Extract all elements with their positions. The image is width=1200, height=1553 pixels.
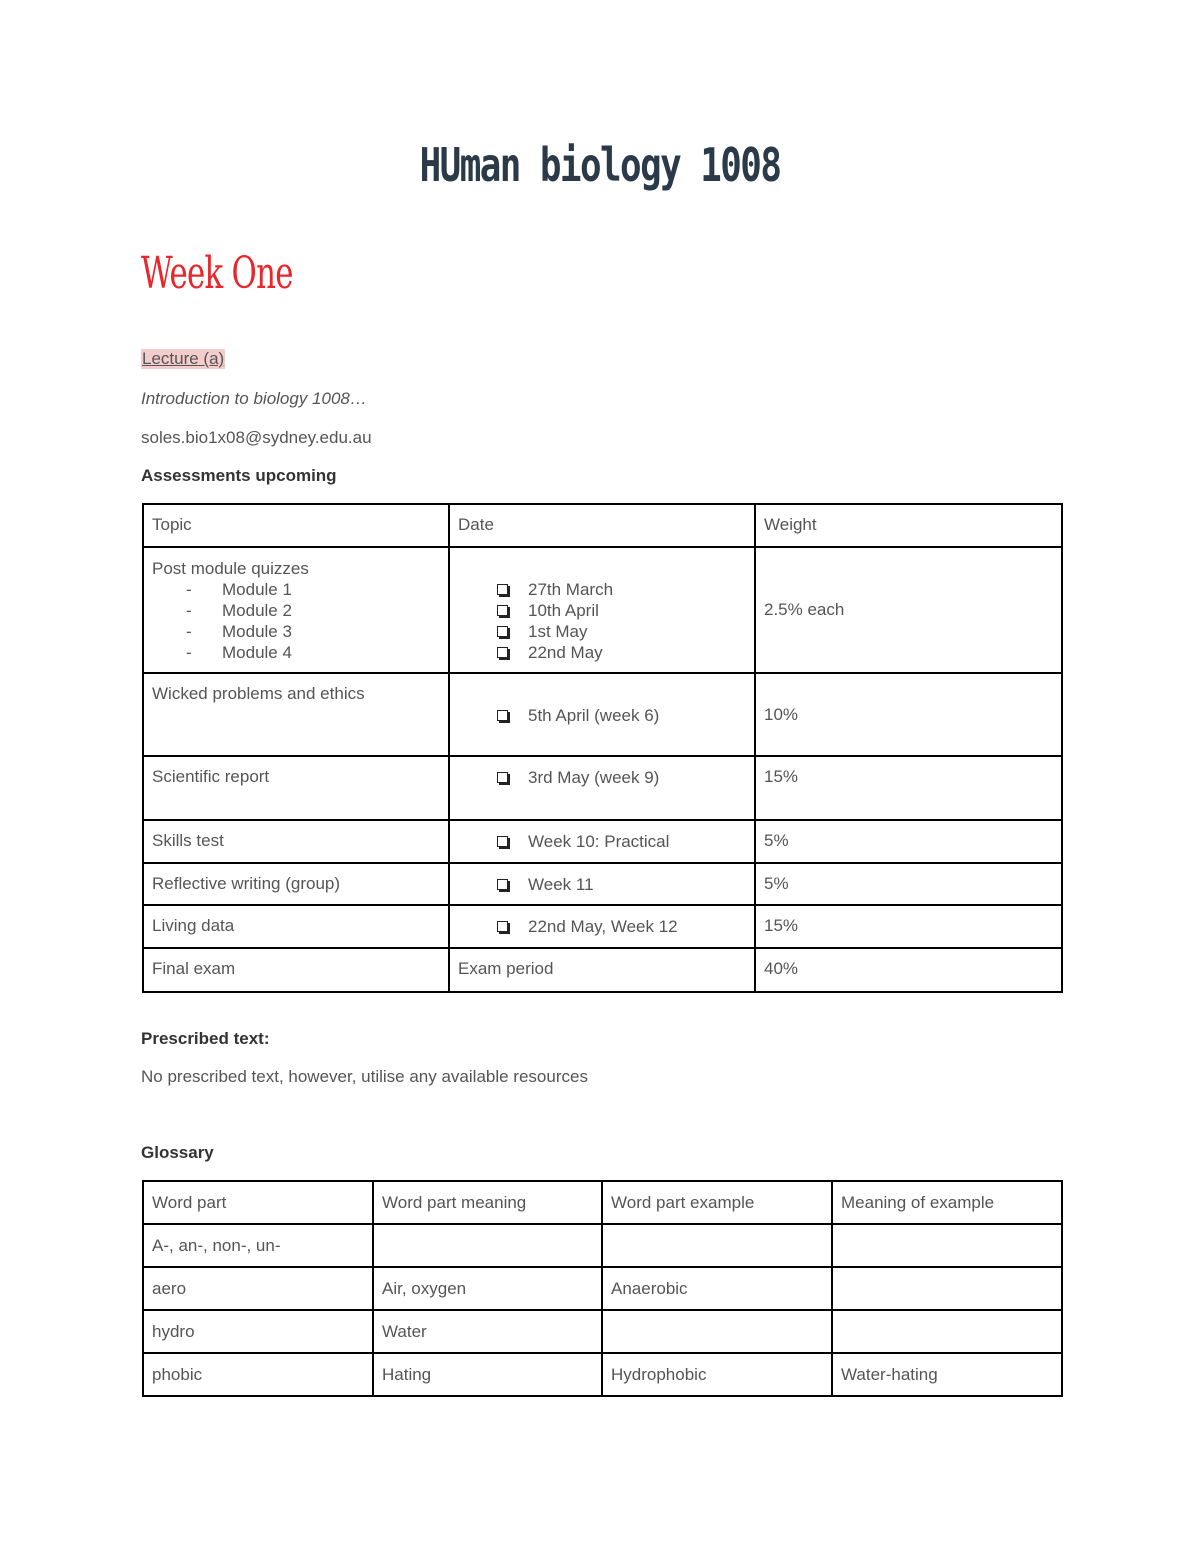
- table-row: [143, 1310, 1062, 1353]
- date-cell: Exam period: [449, 948, 755, 992]
- weight-cell: 40%: [755, 948, 1062, 992]
- list-item: [458, 600, 746, 621]
- table-row: [143, 1267, 1062, 1310]
- checkbox-icon: [497, 921, 508, 932]
- checkbox-icon: [497, 584, 508, 595]
- table-row: [143, 1353, 1062, 1396]
- weight-cell: 5%: [755, 820, 1062, 863]
- header-cell: Topic: [143, 504, 449, 547]
- table-cell: hydro: [143, 1310, 373, 1353]
- checkbox-icon: [497, 836, 508, 847]
- date-cell: [449, 756, 755, 820]
- assessments-heading: Assessments upcoming: [141, 466, 337, 485]
- table-cell: Air, oxygen: [373, 1267, 602, 1310]
- date-cell: [449, 863, 755, 905]
- page-title: HUman biology 1008: [419, 138, 781, 192]
- glossary-table: [142, 1180, 1063, 1397]
- weight-cell: 15%: [755, 756, 1062, 820]
- list-item: [458, 642, 746, 663]
- checkbox-icon: [497, 710, 508, 721]
- table-cell: Hydrophobic: [602, 1353, 832, 1396]
- topic-cell: Reflective writing (group): [143, 863, 449, 905]
- topic-cell: Final exam: [143, 948, 449, 992]
- date-text: 1st May: [528, 622, 588, 641]
- table-row: [143, 1224, 1062, 1267]
- list-item: [458, 705, 746, 726]
- topic-cell: Living data: [143, 905, 449, 948]
- intro-text: Introduction to biology 1008…: [141, 389, 367, 408]
- table-cell: [832, 1224, 1062, 1267]
- table-cell: [832, 1267, 1062, 1310]
- topic-cell: Skills test: [143, 820, 449, 863]
- prescribed-text: No prescribed text, however, utilise any available resources: [141, 1067, 588, 1086]
- date-cell: [449, 673, 755, 756]
- header-cell: Date: [449, 504, 755, 547]
- table-cell: [373, 1224, 602, 1267]
- header-cell: Weight: [755, 504, 1062, 547]
- table-row: [143, 905, 1062, 948]
- date-text: 3rd May (week 9): [528, 768, 660, 787]
- list-item: [458, 621, 746, 642]
- assessments-table: [142, 503, 1063, 993]
- date-text: 27th March: [528, 580, 614, 599]
- table-row: [143, 547, 1062, 673]
- checkbox-icon: [497, 647, 508, 658]
- table-row: [143, 673, 1062, 756]
- list-item: [458, 579, 746, 600]
- list-item: - Module 2: [152, 600, 440, 621]
- list-item: - Module 1: [152, 579, 440, 600]
- date-checklist: [458, 579, 746, 663]
- email-address[interactable]: soles.bio1x08@sydney.edu.au: [141, 428, 372, 447]
- week-heading: Week One: [141, 248, 293, 299]
- table-cell: Hating: [373, 1353, 602, 1396]
- module-list: [152, 579, 440, 663]
- header-cell: Meaning of example: [832, 1181, 1062, 1224]
- date-text: Week 11: [528, 875, 594, 894]
- date-text: 22nd May, Week 12: [528, 917, 678, 936]
- prescribed-heading: Prescribed text:: [141, 1029, 270, 1048]
- checkbox-icon: [497, 626, 508, 637]
- topic-cell: Scientific report: [143, 756, 449, 820]
- lecture-label: Lecture (a): [142, 349, 225, 368]
- topic-cell: [143, 547, 449, 673]
- date-cell: [449, 820, 755, 863]
- list-item: [458, 916, 746, 937]
- header-cell: Word part example: [602, 1181, 832, 1224]
- table-cell: [602, 1310, 832, 1353]
- table-row: [143, 756, 1062, 820]
- table-header-row: [143, 1181, 1062, 1224]
- table-row: [143, 863, 1062, 905]
- table-cell: Water-hating: [832, 1353, 1062, 1396]
- weight-cell: 10%: [755, 673, 1062, 756]
- list-item: [458, 831, 746, 852]
- table-row: [143, 948, 1062, 992]
- topic-text: Post module quizzes: [152, 559, 309, 578]
- table-cell: Anaerobic: [602, 1267, 832, 1310]
- table-cell: aero: [143, 1267, 373, 1310]
- table-cell: [832, 1310, 1062, 1353]
- table-row: [143, 820, 1062, 863]
- topic-cell: Wicked problems and ethics: [143, 673, 449, 756]
- checkbox-icon: [497, 772, 508, 783]
- date-text: Week 10: Practical: [528, 832, 670, 851]
- table-cell: Water: [373, 1310, 602, 1353]
- checkbox-icon: [497, 605, 508, 616]
- table-cell: [602, 1224, 832, 1267]
- date-text: 22nd May: [528, 643, 603, 662]
- table-header-row: [143, 504, 1062, 547]
- list-item: [458, 874, 746, 895]
- list-item: - Module 3: [152, 621, 440, 642]
- list-item: - Module 4: [152, 642, 440, 663]
- weight-cell: 5%: [755, 863, 1062, 905]
- glossary-heading: Glossary: [141, 1143, 214, 1162]
- table-cell: phobic: [143, 1353, 373, 1396]
- header-cell: Word part meaning: [373, 1181, 602, 1224]
- table-cell: A-, an-, non-, un-: [143, 1224, 373, 1267]
- date-text: 10th April: [528, 601, 599, 620]
- weight-cell: 2.5% each: [755, 547, 1062, 673]
- date-cell: [449, 905, 755, 948]
- checkbox-icon: [497, 879, 508, 890]
- header-cell: Word part: [143, 1181, 373, 1224]
- list-item: [458, 767, 746, 788]
- date-text: 5th April (week 6): [528, 706, 660, 725]
- weight-cell: 15%: [755, 905, 1062, 948]
- date-cell: [449, 547, 755, 673]
